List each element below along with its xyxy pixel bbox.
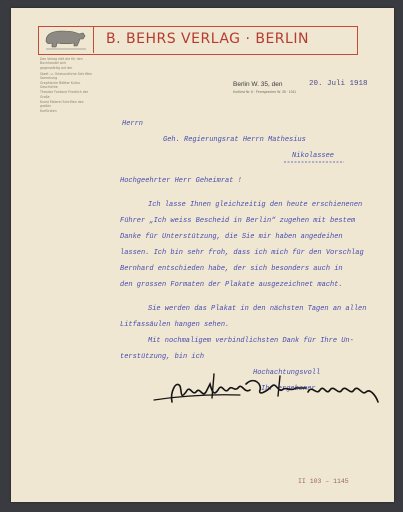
body-line: den grossen Formaten der Plakate ausgezeichnet macht. <box>120 281 343 289</box>
body-line: Sie werden das Plakat in den nächsten Tagen an allen <box>148 305 367 313</box>
side-text-line: Kurfürsten <box>40 109 57 114</box>
side-text-line: gegenwärtig auf der <box>40 66 73 71</box>
letterhead-side-text <box>40 57 92 114</box>
side-text-line: Kunst Malerei Schriften des großen <box>40 99 84 109</box>
telephone-line: Kurfürst Nr. 6 · Fernsprecher W. 35 · 1911 <box>233 90 297 94</box>
body-line: Bernhard entschieden habe, der sich besonders auch in <box>120 265 343 273</box>
side-text-line: Graphische Blätter Kultur Geschichte <box>40 81 81 90</box>
body-line: Danke für Unterstützung, die Sie mir haben angedeihen <box>120 233 343 241</box>
body-line: terstützung, bin ich <box>120 353 205 361</box>
bear-logo-icon <box>42 28 88 50</box>
side-text-line: Stadt. u. Ortskundliche Schriften Sammlung <box>40 71 92 80</box>
place-line: Berlin W. 35, den <box>233 81 283 88</box>
closing-line: Ihr ergebener <box>261 385 316 393</box>
handwritten-signature <box>150 362 382 412</box>
body-line: lassen. Ich bin sehr froh, dass ich mich für den Vorschlag <box>120 249 364 257</box>
body-line: Ich lasse Ihnen gleichzeitig den heute erschienenen <box>148 201 363 209</box>
side-text-line: Das Verlag hält die für den Buchhandel sich <box>40 57 83 66</box>
body-line: Litfassäulen hangen sehen. <box>120 321 230 329</box>
underline <box>284 160 344 164</box>
letter-date: 20. Juli 1918 <box>309 80 368 88</box>
firm-name: B. BEHRS VERLAG · BERLIN <box>106 31 309 47</box>
archive-mark: II 103 – 1145 <box>298 478 349 485</box>
side-text-line: Theodor Fontane Friedrich der Große <box>40 90 89 99</box>
closing-line: Hochachtungsvoll <box>253 369 321 377</box>
recipient-line: Geh. Regierungsrat Herrn Mathesius <box>163 136 306 144</box>
body-line: Führer „Ich weiss Bescheid in Berlin“ zugehen mit bestem <box>120 217 356 225</box>
logo-frame <box>38 26 94 53</box>
salutation: Hochgeehrter Herr Geheimrat ! <box>120 177 242 185</box>
body-line: Mit nochmaligem verbindlichsten Dank für Ihre Un- <box>148 337 354 345</box>
recipient-line: Herrn <box>122 120 144 128</box>
recipient-line: Nikolassee <box>292 152 335 160</box>
